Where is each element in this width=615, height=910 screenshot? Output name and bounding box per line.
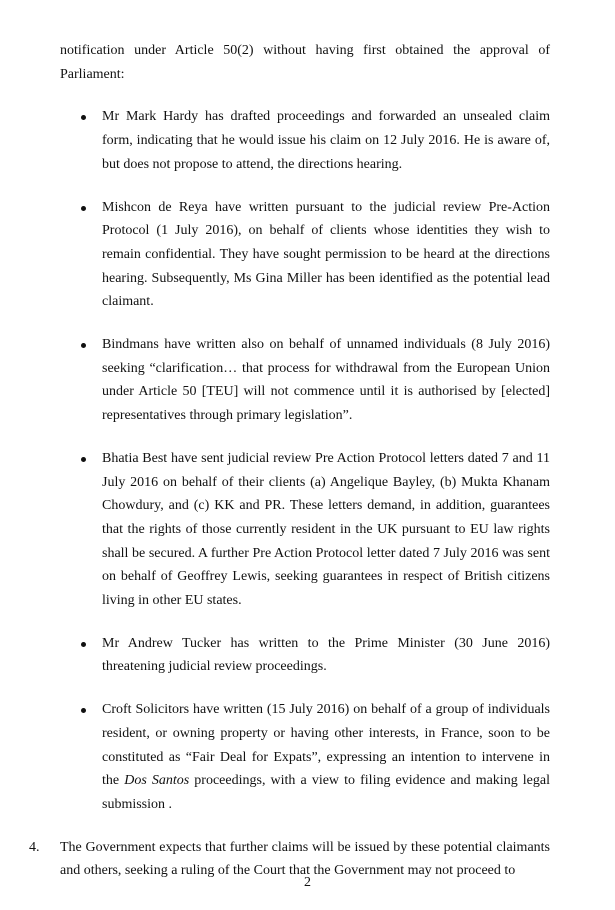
list-item xyxy=(60,447,550,613)
bullet-text: Bhatia Best have sent judicial review Pre Action Protocol letters dated 7 and 11 July 2016 on behalf of their clients (a) Angelique Bayley, (b) Mukta Khanam Chowdury, and (c) KK and PR. These letters demand, in addition, guarantees that the rights of those currently resident in the UK pursuant to EU law rights shall be secured. A further Pre Action Protocol letter dated 7 July 2016 was sent on behalf of Geoffrey Lewis, seeking guarantees in respect of British citizens living in other EU states. xyxy=(102,450,550,609)
bullet-icon xyxy=(81,343,86,348)
bullet-text: Mr Mark Hardy has drafted proceedings and forwarded an unsealed claim form, indicating that he would issue his claim on 12 July 2016. He is aware of, but does not propose to attend, the directions hearing. xyxy=(102,109,550,172)
bullet-icon xyxy=(81,642,86,647)
bullet-icon xyxy=(81,708,86,713)
list-item xyxy=(60,632,550,679)
list-item xyxy=(60,698,550,817)
list-item xyxy=(60,196,550,315)
bullet-text xyxy=(102,698,550,817)
bullet-icon xyxy=(81,115,86,120)
case-name-italic: Dos Santos xyxy=(124,773,190,789)
bullet-icon xyxy=(81,206,86,211)
bullet-icon xyxy=(81,457,86,462)
document-page xyxy=(29,39,550,902)
list-item xyxy=(60,333,550,428)
paragraph-number: 4. xyxy=(29,839,40,855)
page-number: 2 xyxy=(304,875,311,890)
croft-text-2: proceedings, with a view to filing evidence and making legal submission . xyxy=(102,773,550,812)
bullet-text: Bindmans have written also on behalf of unnamed individuals (8 July 2016) seeking “clarification… that process for withdrawal from the European Union under Article 50 [TEU] will not commence until it is authorised by [elected] representatives through primary legislation”. xyxy=(102,337,550,424)
intro-paragraph: notification under Article 50(2) without having first obtained the approval of Parliament: xyxy=(60,43,550,82)
bullet-text: Mishcon de Reya have written pursuant to the judicial review Pre-Action Protocol (1 July 2016), on behalf of clients whose identities they wish to remain confidential. They have sought permission to be heard at the directions hearing. Subsequently, Ms Gina Miller has been identified as the potential lead claimant. xyxy=(102,199,550,310)
croft-text-1: Croft Solicitors have written (15 July 2016) on behalf of a group of individuals resident, or owning property or having other interests, in France, soon to be constituted as “Fair Deal for Expats”, expressing an intention to intervene in the xyxy=(102,702,550,789)
bullet-text: Mr Andrew Tucker has written to the Prime Minister (30 June 2016) threatening judicial review proceedings. xyxy=(102,635,550,675)
paragraph-text: The Government expects that further claims will be issued by these potential claimants and others, seeking a ruling of the Court that the Government may not proceed to xyxy=(60,839,550,879)
list-item xyxy=(60,105,550,176)
